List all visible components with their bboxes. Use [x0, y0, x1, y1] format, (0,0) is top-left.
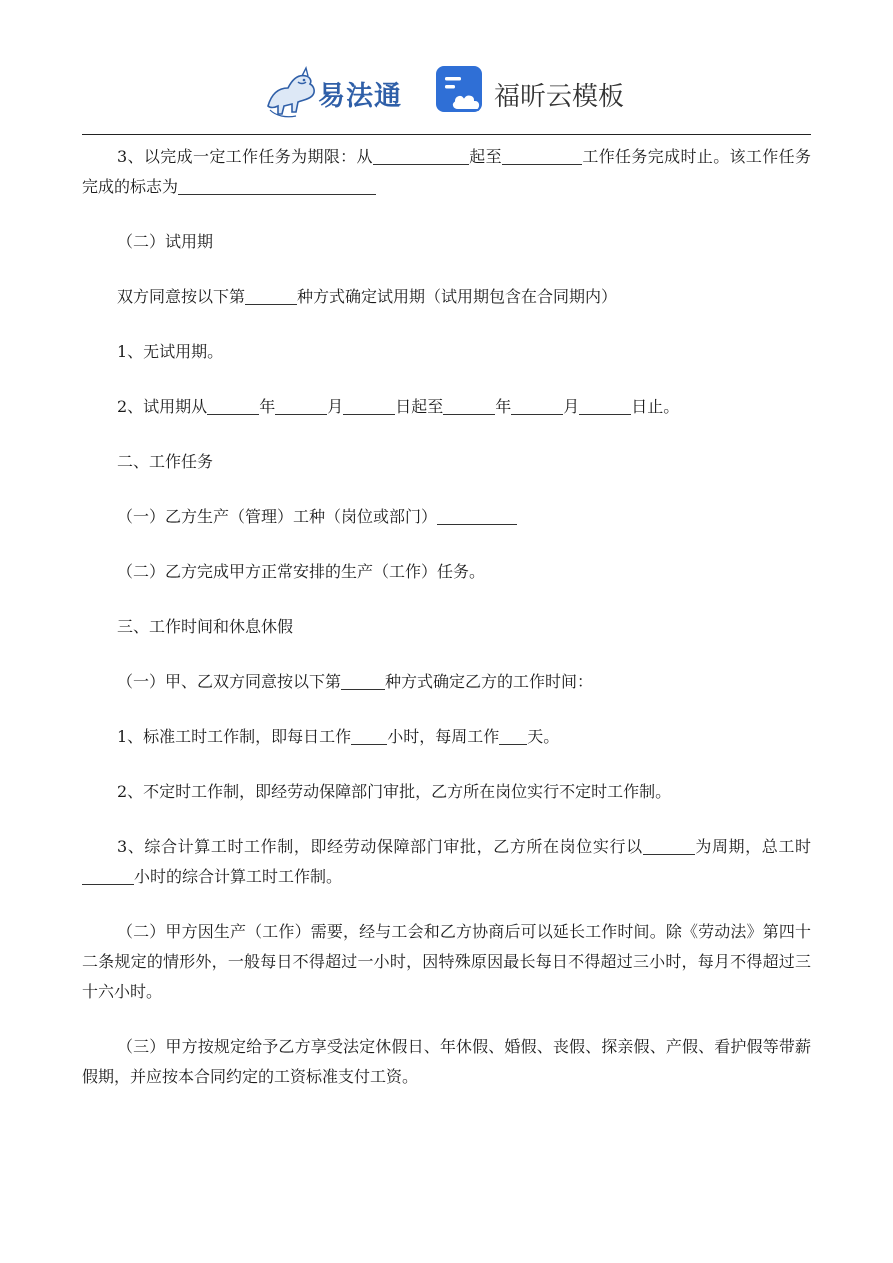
probation-text-a: 2、试用期从: [117, 397, 208, 416]
paragraph-work-hours-method: [82, 667, 811, 697]
standard-hours-text-c: 天。: [527, 727, 560, 746]
probation-text-e: 年: [495, 397, 512, 416]
standard-hours-text-b: 小时，每周工作: [387, 727, 500, 746]
probation-text-g: 日止。: [631, 397, 680, 416]
paragraph-paid-leave: （三）甲方按规定给予乙方享受法定休假日、年休假、婚假、丧假、探亲假、产假、看护假等带薪假期，并应按本合同约定的工资标准支付工资。: [82, 1037, 811, 1086]
term-task-text-b: 起至: [468, 147, 502, 166]
paragraph-job-type: [82, 502, 811, 532]
logo-left-text: 易法通: [318, 81, 402, 112]
header-divider: [82, 134, 811, 135]
fuxin-logo: [436, 64, 636, 120]
probation-text-c: 月: [327, 397, 344, 416]
work-hours-method-text-b: 种方式确定乙方的工作时间：: [385, 672, 594, 691]
logo-right-text: 福昕云模板: [494, 82, 625, 112]
daily-hours-blank[interactable]: [351, 726, 387, 745]
probation-end-year-blank[interactable]: [443, 396, 495, 415]
term-task-text-c: 工作任务完成时止。该工作任务完成的标志为: [82, 147, 811, 196]
probation-method-text-b: 种方式确定试用期（试用期包含在合同期内）: [297, 287, 618, 306]
yifatong-logo: [262, 62, 412, 120]
paragraph-no-probation: 1、无试用期。: [117, 342, 224, 361]
probation-text-d: 日起至: [395, 397, 444, 416]
work-hours-method-blank[interactable]: [341, 671, 385, 690]
weekly-days-blank[interactable]: [499, 726, 527, 745]
job-type-text: （一）乙方生产（管理）工种（岗位或部门）: [117, 507, 438, 526]
qilin-icon: [262, 62, 320, 120]
cycle-blank[interactable]: [643, 836, 695, 855]
probation-text-b: 年: [259, 397, 276, 416]
foxit-cloud-icon: [436, 66, 486, 116]
probation-method-text-a: 双方同意按以下第: [117, 287, 246, 306]
paragraph-term-task: [82, 142, 811, 202]
probation-start-day-blank[interactable]: [343, 396, 395, 415]
paragraph-probation-method: [82, 282, 811, 312]
page-header: [0, 56, 893, 126]
probation-text-f: 月: [563, 397, 580, 416]
probation-start-year-blank[interactable]: [207, 396, 259, 415]
end-blank[interactable]: [502, 146, 582, 165]
contract-body: [82, 140, 811, 1092]
probation-end-day-blank[interactable]: [579, 396, 631, 415]
probation-start-month-blank[interactable]: [275, 396, 327, 415]
paragraph-comprehensive-hours: [82, 832, 811, 892]
total-hours-blank[interactable]: [82, 866, 134, 885]
probation-method-blank[interactable]: [245, 286, 297, 305]
job-type-blank[interactable]: [437, 506, 517, 525]
term-task-text-a: 3、以完成一定工作任务为期限：从: [117, 147, 373, 166]
start-blank[interactable]: [373, 146, 469, 165]
section-work-task-heading: 二、工作任务: [117, 452, 214, 471]
section-work-hours-heading: 三、工作时间和休息休假: [117, 617, 294, 636]
paragraph-overtime: （二）甲方因生产（工作）需要，经与工会和乙方协商后可以延长工作时间。除《劳动法》第四十二条规定的情形外，一般每日不得超过一小时，因特殊原因最长每日不得超过三小时，每月不得超过三十六小时。: [82, 922, 811, 1001]
probation-end-month-blank[interactable]: [511, 396, 563, 415]
section-probation-heading: （二）试用期: [117, 232, 214, 251]
comprehensive-text-b: 为周期，总工时: [694, 837, 811, 856]
standard-hours-text-a: 1、标准工时工作制，即每日工作: [117, 727, 352, 746]
comprehensive-text-a: 3、综合计算工时工作制，即经劳动保障部门审批，乙方所在岗位实行以: [117, 837, 643, 856]
paragraph-probation-period: [82, 392, 811, 422]
paragraph-standard-hours: [82, 722, 811, 752]
paragraph-flexible-hours: 2、不定时工作制，即经劳动保障部门审批，乙方所在岗位实行不定时工作制。: [117, 782, 672, 801]
comprehensive-text-c: 小时的综合计算工时工作制。: [134, 867, 343, 886]
work-hours-method-text-a: （一）甲、乙双方同意按以下第: [117, 672, 342, 691]
completion-mark-blank[interactable]: [178, 176, 376, 195]
paragraph-complete-tasks: （二）乙方完成甲方正常安排的生产（工作）任务。: [117, 562, 486, 581]
